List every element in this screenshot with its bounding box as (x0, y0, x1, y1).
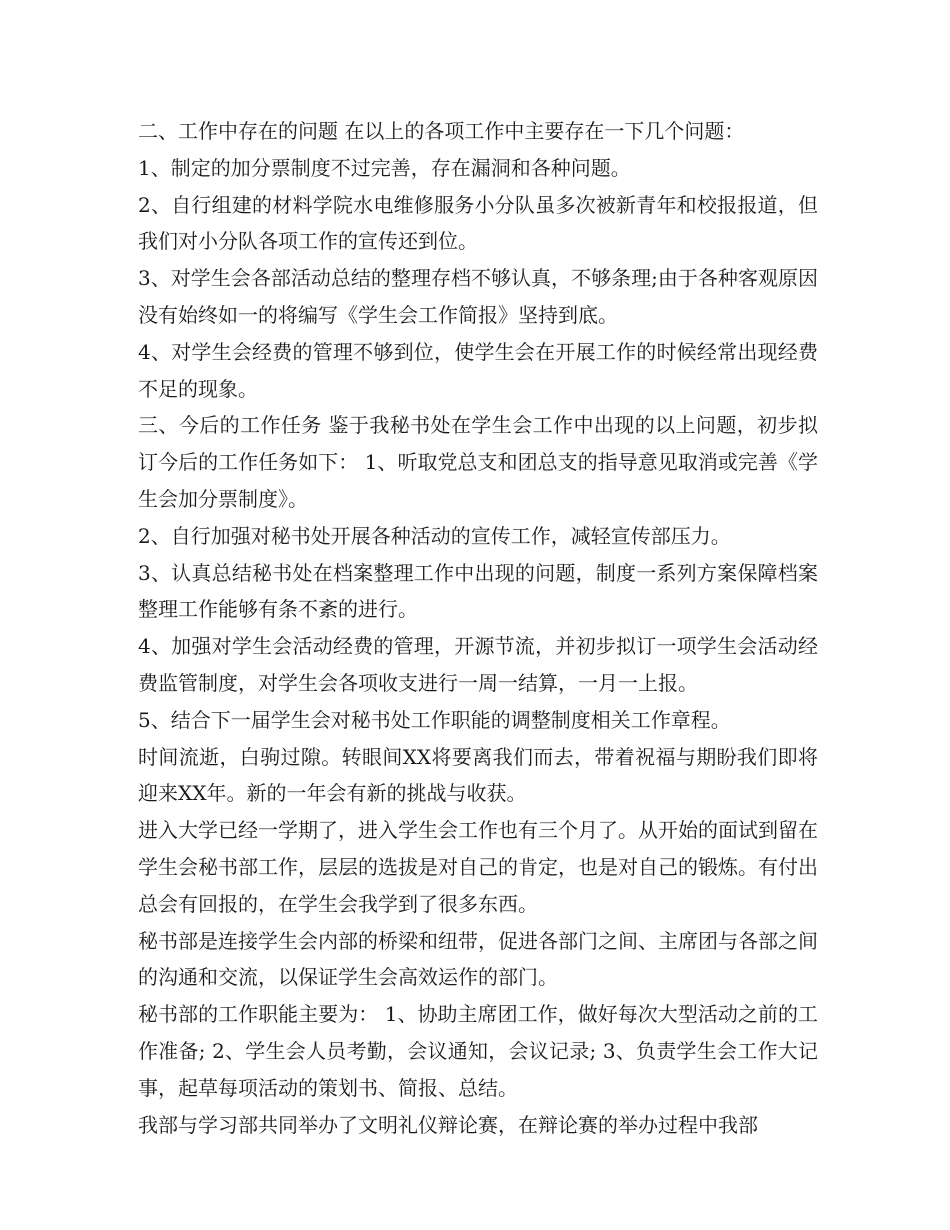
paragraph-task-3: 3、认真总结秘书处在档案整理工作中出现的问题，制度一系列方案保障档案整理工作能够有条不紊的进行。 (138, 560, 818, 622)
paragraph-problem-4: 4、对学生会经费的管理不够到位，使学生会在开展工作的时候经常出现经费不足的现象。 (138, 339, 818, 401)
paragraph-task-5: 5、结合下一届学生会对秘书处工作职能的调整制度相关工作章程。 (138, 707, 731, 732)
paragraph-tasks-heading: 三、今后的工作任务 鉴于我秘书处在学生会工作中出现的以上问题，初步拟订今后的工作任务如下： 1、听取党总支和团总支的指导意见取消或完善《学生会加分票制度》。 (138, 413, 818, 511)
paragraph-debate-contest: 我部与学习部共同举办了文明礼仪辩论赛，在辩论赛的举办过程中我部 (138, 1112, 758, 1137)
document-body (138, 113, 818, 1143)
paragraph-task-4: 4、加强对学生会活动经费的管理，开源节流，并初步拟订一项学生会活动经费监管制度，对学生会各项收支进行一周一结算，一月一上报。 (138, 634, 818, 695)
paragraph-problem-3: 3、对学生会各部活动总结的整理存档不够认真，不够条理;由于各种客观原因没有始终如一的将编写《学生会工作简报》坚持到底。 (138, 266, 818, 327)
paragraph-task-2: 2、自行加强对秘书处开展各种活动的宣传工作，减轻宣传部压力。 (138, 523, 731, 548)
paragraph-joining-union: 进入大学已经一学期了，进入学生会工作也有三个月了。从开始的面试到留在学生会秘书部工作，层层的选拔是对自己的肯定，也是对自己的锻炼。有付出总会有回报的，在学生会我学到了很多东西。 (138, 818, 818, 916)
paragraph-problem-2: 2、自行组建的材料学院水电维修服务小分队虽多次被新青年和校报报道，但我们对小分队各项工作的宣传还到位。 (138, 192, 818, 254)
paragraph-problem-1: 1、制定的加分票制度不过完善，存在漏洞和各种问题。 (138, 155, 631, 180)
paragraph-secretariat-role: 秘书部是连接学生会内部的桥梁和纽带，促进各部门之间、主席团与各部之间的沟通和交流，以保证学生会高效运作的部门。 (138, 928, 818, 990)
paragraph-secretariat-duties: 秘书部的工作职能主要为： 1、协助主席团工作，做好每次大型活动之前的工作准备; 2、学生会人员考勤，会议通知，会议记录; 3、负责学生会工作大记事，起草每项活动的策划书、简报、总结。 (138, 1002, 818, 1100)
paragraph-time-passing: 时间流逝，白驹过隙。转眼间XX将要离我们而去，带着祝福与期盼我们即将迎来XX年。新的一年会有新的挑战与收获。 (138, 744, 818, 806)
paragraph-problems-heading: 二、工作中存在的问题 在以上的各项工作中主要存在一下几个问题： (138, 119, 745, 143)
